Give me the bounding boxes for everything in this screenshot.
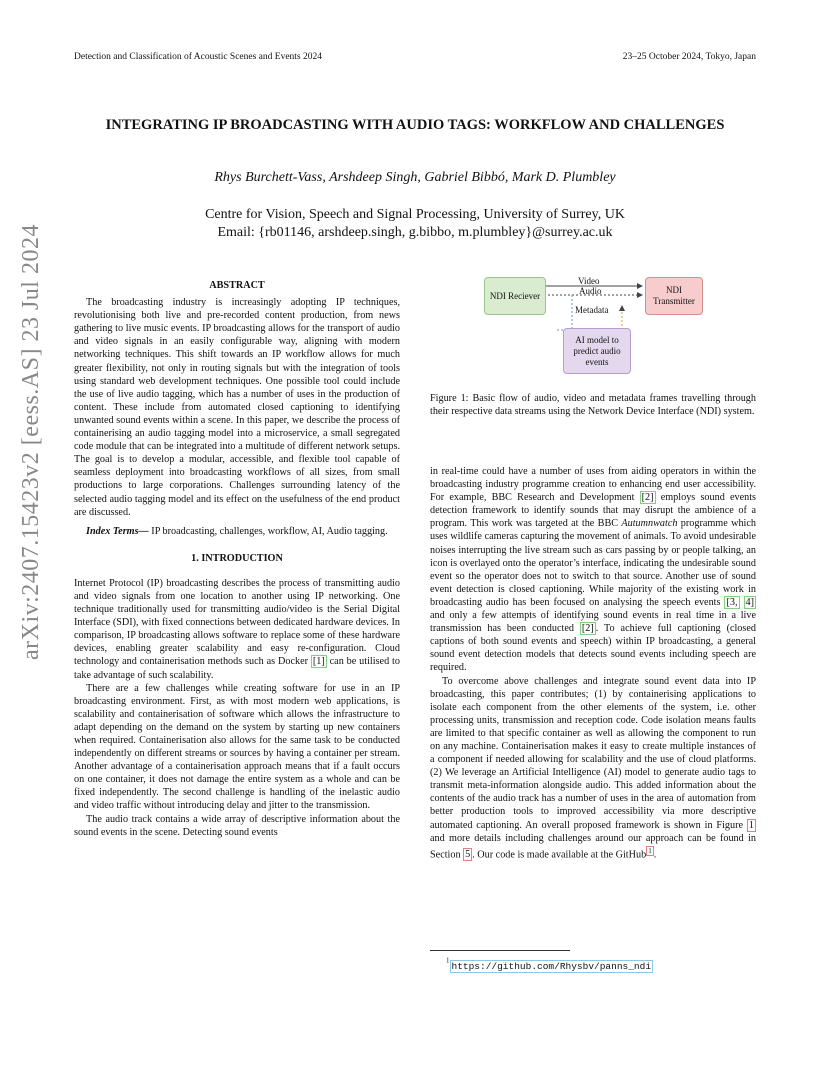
running-header-right: 23–25 October 2024, Tokyo, Japan bbox=[622, 52, 756, 62]
figure-1 bbox=[430, 270, 756, 380]
right-p2-text-c: . Our code is made available at the GitHub bbox=[472, 849, 647, 861]
footnote bbox=[446, 956, 653, 974]
intro-heading: 1. INTRODUCTION bbox=[191, 552, 283, 564]
right-p1-text-d: and only a few attempts of identifying sound events in real time in a live transmission has been conducted bbox=[430, 610, 756, 635]
footnote-rule bbox=[430, 950, 570, 951]
right-p2-text-d: . bbox=[653, 849, 657, 861]
figure-link[interactable]: 1 bbox=[748, 819, 754, 831]
index-terms bbox=[74, 525, 400, 538]
figure-caption: Figure 1: Basic flow of audio, video and metadata frames travelling through their respective data streams using the Network Device Interface (NDI) system. bbox=[430, 393, 756, 418]
arxiv-stamp: arXiv:2407.15423v2 [eess.AS] 23 Jul 2024 bbox=[18, 224, 44, 660]
citation-link[interactable]: [2] bbox=[641, 492, 654, 504]
email-line: Email: {rb01146, arshdeep.singh, g.bibbo, m.plumbley}@surrey.ac.uk bbox=[217, 225, 613, 240]
index-terms-label: Index Terms— bbox=[86, 525, 149, 537]
abstract-heading: ABSTRACT bbox=[209, 280, 265, 291]
right-paragraph-1 bbox=[430, 465, 756, 675]
right-p1-text-e: . To achieve full captioning (closed captions of both sound events and speech) within IP broadcasting, a general sound event detection models that detects sound events including speech are required. bbox=[430, 623, 756, 674]
left-column bbox=[74, 279, 400, 839]
intro-p1-text-end: can be utilised to take advantage of such scalability. bbox=[74, 656, 400, 681]
ndi-transmitter-box: NDI Transmitter bbox=[645, 277, 703, 315]
citation-link[interactable]: 4] bbox=[745, 596, 755, 608]
intro-p1-text: Internet Protocol (IP) broadcasting describes the process of transmitting audio and video signals from one location to another using IP networking. One technique traditionally used for transmitting audio/video is the Serial Digital Interface (SDI), with fixed connections between dedicated hardware devices. In comparison, IP broadcasting allows software to replace some of these hardware devices, enabling greater scalability and easy re-configuration. Cloud technology and containerisation methods such as Docker bbox=[74, 577, 400, 668]
right-p2-text-b: and more details including challenges around our approach can be found in Section bbox=[430, 832, 756, 861]
video-label: Video bbox=[578, 276, 600, 286]
right-column bbox=[430, 465, 756, 861]
audio-label: Audio bbox=[579, 286, 602, 296]
citation-link[interactable]: [2] bbox=[581, 623, 594, 635]
affiliation bbox=[80, 206, 750, 242]
intro-paragraph-1 bbox=[74, 577, 400, 682]
right-paragraph-2 bbox=[430, 675, 756, 862]
footnote-link[interactable]: 1 bbox=[648, 846, 652, 855]
index-terms-text: IP broadcasting, challenges, workflow, AI, Audio tagging. bbox=[148, 525, 388, 537]
footnote-mark: 1 bbox=[446, 956, 450, 965]
section-link[interactable]: 5 bbox=[465, 849, 471, 861]
ndi-receiver-box: NDI Reciever bbox=[484, 277, 546, 315]
intro-paragraph-2: There are a few challenges while creating software for use in an IP broadcasting environment. First, as with most modern web applications, is scalability and containerisation of software which allows the infrastructure to adapt depending on the demand on the system by starting up new containers when required. Containerisation also allows for the same task to be conducted independently on different streams or sources by having a container per stream. Another advantage of a containerisation approach means that if a fault occurs on one container, it does not damage the entire system as a whole and can be fixed independently. The second challenge is handling of the inelastic audio and video traffic without introducing delay and jitter to the transmission. bbox=[74, 682, 400, 812]
paper-title: INTEGRATING IP BROADCASTING WITH AUDIO TAGS: WORKFLOW AND CHALLENGES bbox=[105, 117, 725, 133]
author-list: Rhys Burchett-Vass, Arshdeep Singh, Gabriel Bibbó, Mark D. Plumbley bbox=[214, 170, 616, 185]
right-p2-text-a: To overcome above challenges and integrate sound event data into IP broadcasting, this paper contributes; (1) by containerising applications to isolate each component from the other elements of the system, i.e. other processing units, transmission and reception code. Code isolation means faults are limited to that specific container as well as allowing the component to run on any machine. Containerisation makes it easy to create multiple instances of a component if needed allowing for scalability and the use of cloud platforms. (2) We leverage an Artificial Intelligence (AI) model to generate audio tags to transmit meta-information alongside audio. This added information about the contents of the audio track has a number of uses in the area of automation from better production tools to improved accessibility via more descriptive automated captioning. An overall proposed framework is shown in Figure bbox=[430, 675, 756, 831]
right-p1-text-b: employs sound events detection framework to identify sounds that may disrupt the ambience of a program. This work was targeted at the BBC bbox=[430, 492, 757, 530]
right-p1-text-c: programme which uses wildlife cameras capturing the movement of animals. To avoid undesirable noises interrupting the live stream such as cars passing by or people talking, an icon is overlayed onto the operator’s interface, indicating the undesirable sound event so the operator does not to switch to that source. Another use of sound event detection is closed captioning. While majority of the existing work in broadcasting audio has been focused on analysing the speech events bbox=[430, 518, 756, 608]
github-link[interactable]: https://github.com/Rhysbv/panns_ndi bbox=[451, 961, 652, 972]
right-p1-text-a: in real-time could have a number of uses from aiding operators in within the broadcasting industry programme creation to enhancing end user accessibility. For example, BBC Research and Development bbox=[430, 466, 756, 504]
ai-model-box: AI model to predict audio events bbox=[563, 328, 631, 374]
citation-link[interactable]: [1] bbox=[312, 656, 325, 668]
affiliation-line: Centre for Vision, Speech and Signal Processing, University of Surrey, UK bbox=[205, 207, 625, 222]
intro-paragraph-3: The audio track contains a wide array of descriptive information about the sound events in the scene. Detecting sound events bbox=[74, 813, 400, 838]
programme-name: Autumnwatch bbox=[621, 518, 678, 530]
running-header-left: Detection and Classification of Acoustic Scenes and Events 2024 bbox=[74, 52, 322, 62]
abstract-text: The broadcasting industry is increasingly adopting IP techniques, revolutionising both live and pre-recorded content production, from news gathering to live music events. IP broadcasting allows for the transport of audio and video signals in an easily configurable way, aligning with modern networking techniques. This shift towards an IP workflow allows for much greater flexibility, not only in routing signals but with the integration of tools using standard web development techniques. One possible tool could include the use of live audio tagging, which has a number of uses in the production of content. These include from automated closed captioning to identifying unwanted sound events within a scene. In this paper, we describe the process of containerising an audio tagging model into a microservice, a small segregated code module that can be integrated into a multitude of different network setups. The goal is to develop a modular, accessible, and flexible tool capable of seamless deployment into broadcasting workflows of all sizes, from small productions to large corporations. Challenges surrounding latency of the selected audio tagging model and its effect on the usefulness of the end product are discussed. bbox=[74, 297, 400, 518]
metadata-label: Metadata bbox=[575, 305, 609, 315]
audio-to-ai-line bbox=[556, 295, 572, 330]
citation-link[interactable]: [3, bbox=[726, 596, 738, 608]
